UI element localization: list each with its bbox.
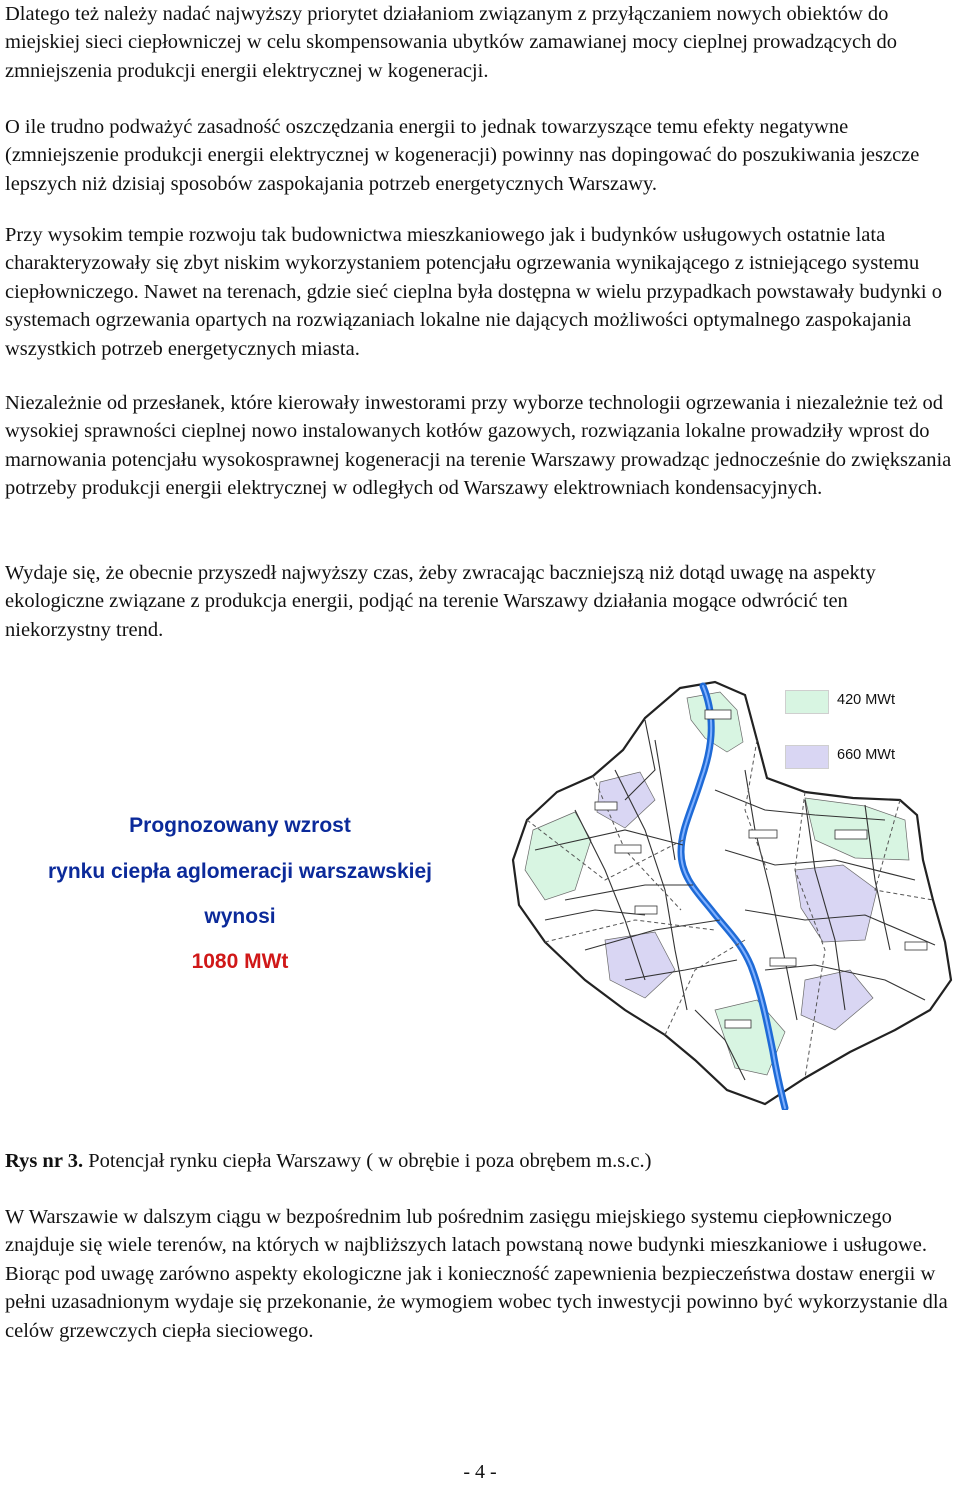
figure-headline-line-2: rynku ciepła aglomeracji warszawskiej [47, 860, 433, 883]
caption-label: Rys nr 3. [5, 1150, 84, 1172]
caption-text: Potencjał rynku ciepła Warszawy ( w obrębie i poza obrębem m.s.c.) [83, 1150, 652, 1172]
heat-market-figure [0, 660, 960, 1130]
paragraph-new-buildings: W Warszawie w dalszym ciągu w bezpośrednim lub pośrednim zasięgu miejskiego systemu ciepłowniczego znajduje się wiele terenów, na których w najbliższych latach powstaną nowe budynki mieszkaniowe i usługowe. Biorąc pod uwagę zarówno aspekty ekologiczne jak i konieczność zapewnienia bezpieczeństwa dostaw energii w pełni uzasadnionym wydaje się przekonanie, że wymogiem wobec tych inwestycji powinno być wykorzystanie dla celów grzewczych ciepła sieciowego. [5, 1206, 948, 1342]
paragraph-trend: Wydaje się, że obecnie przyszedł najwyższy czas, żeby zwracając baczniejszą niż dotąd uwagę na aspekty ekologiczne związane z produkcja energii, podjąć na terenie Warszawy działania mogące odwrócić ten niekorzystny trend. [5, 562, 876, 641]
paragraph-priority: Dlatego też należy nadać najwyższy priorytet działaniom związanym z przyłączaniem nowych obiektów do miejskiej sieci ciepłowniczej w celu skompensowania ubytków zamawianej mocy cieplnej prowadzących do zmniejszenia produkcji energii elektrycznej w kogeneracji. [5, 3, 898, 82]
figure-headline-line-3: wynosi [204, 905, 276, 928]
figure-value: 1080 MWt [191, 950, 289, 973]
paragraph-energy-saving: O ile trudno podważyć zasadność oszczędzania energii to jednak towarzyszące temu efekty negatywne (zmniejszenie produkcji energii elektrycznej w kogeneracji) powinny nas dopingować do poszukiwania jeszcze lepszych niż dzisiaj sposobów zaspokajania potrzeb energetycznych Warszawy. [5, 116, 920, 195]
paragraph-development: Przy wysokim tempie rozwoju tak budownictwa mieszkaniowego jak i budynków usługowych ostatnie lata charakteryzowały się zbyt niskim wykorzystaniem potencjału ogrzewania wynikającego z istniejącego systemu ciepłowniczego. Nawet na terenach, gdzie sieć cieplna była dostępna w wielu przypadkach powstawały budynki o systemach ogrzewania opartych na rozwiązaniach lokalne nie dających możliwości optymalnego zaspokajania wszystkich potrzeb energetycznych miasta. [5, 224, 942, 360]
figure-headline-line-1: Prognozowany wzrost [129, 814, 351, 837]
legend-label-660: 660 MWt [837, 747, 896, 763]
figure-caption [5, 1147, 955, 1175]
warsaw-district-map [505, 680, 955, 1110]
paragraph-local-solutions: Niezależnie od przesłanek, które kierowały inwestorami przy wyborze technologii ogrzewania i niezależnie też od wysokiej sprawności cieplnej nowo instalowanych kotłów gazowych, rozwiązania lokalne prowadziły wprost do marnowania potencjału wysokosprawnej kogeneracji na terenie Warszawy prowadząc jednocześnie do zwiększania potrzeby produkcji energii elektrycznej w odległych od Warszawy elektrowniach kondensacyjnych. [5, 392, 952, 500]
legend-label-420: 420 MWt [837, 692, 896, 708]
page-number: - 4 - [463, 1461, 497, 1483]
